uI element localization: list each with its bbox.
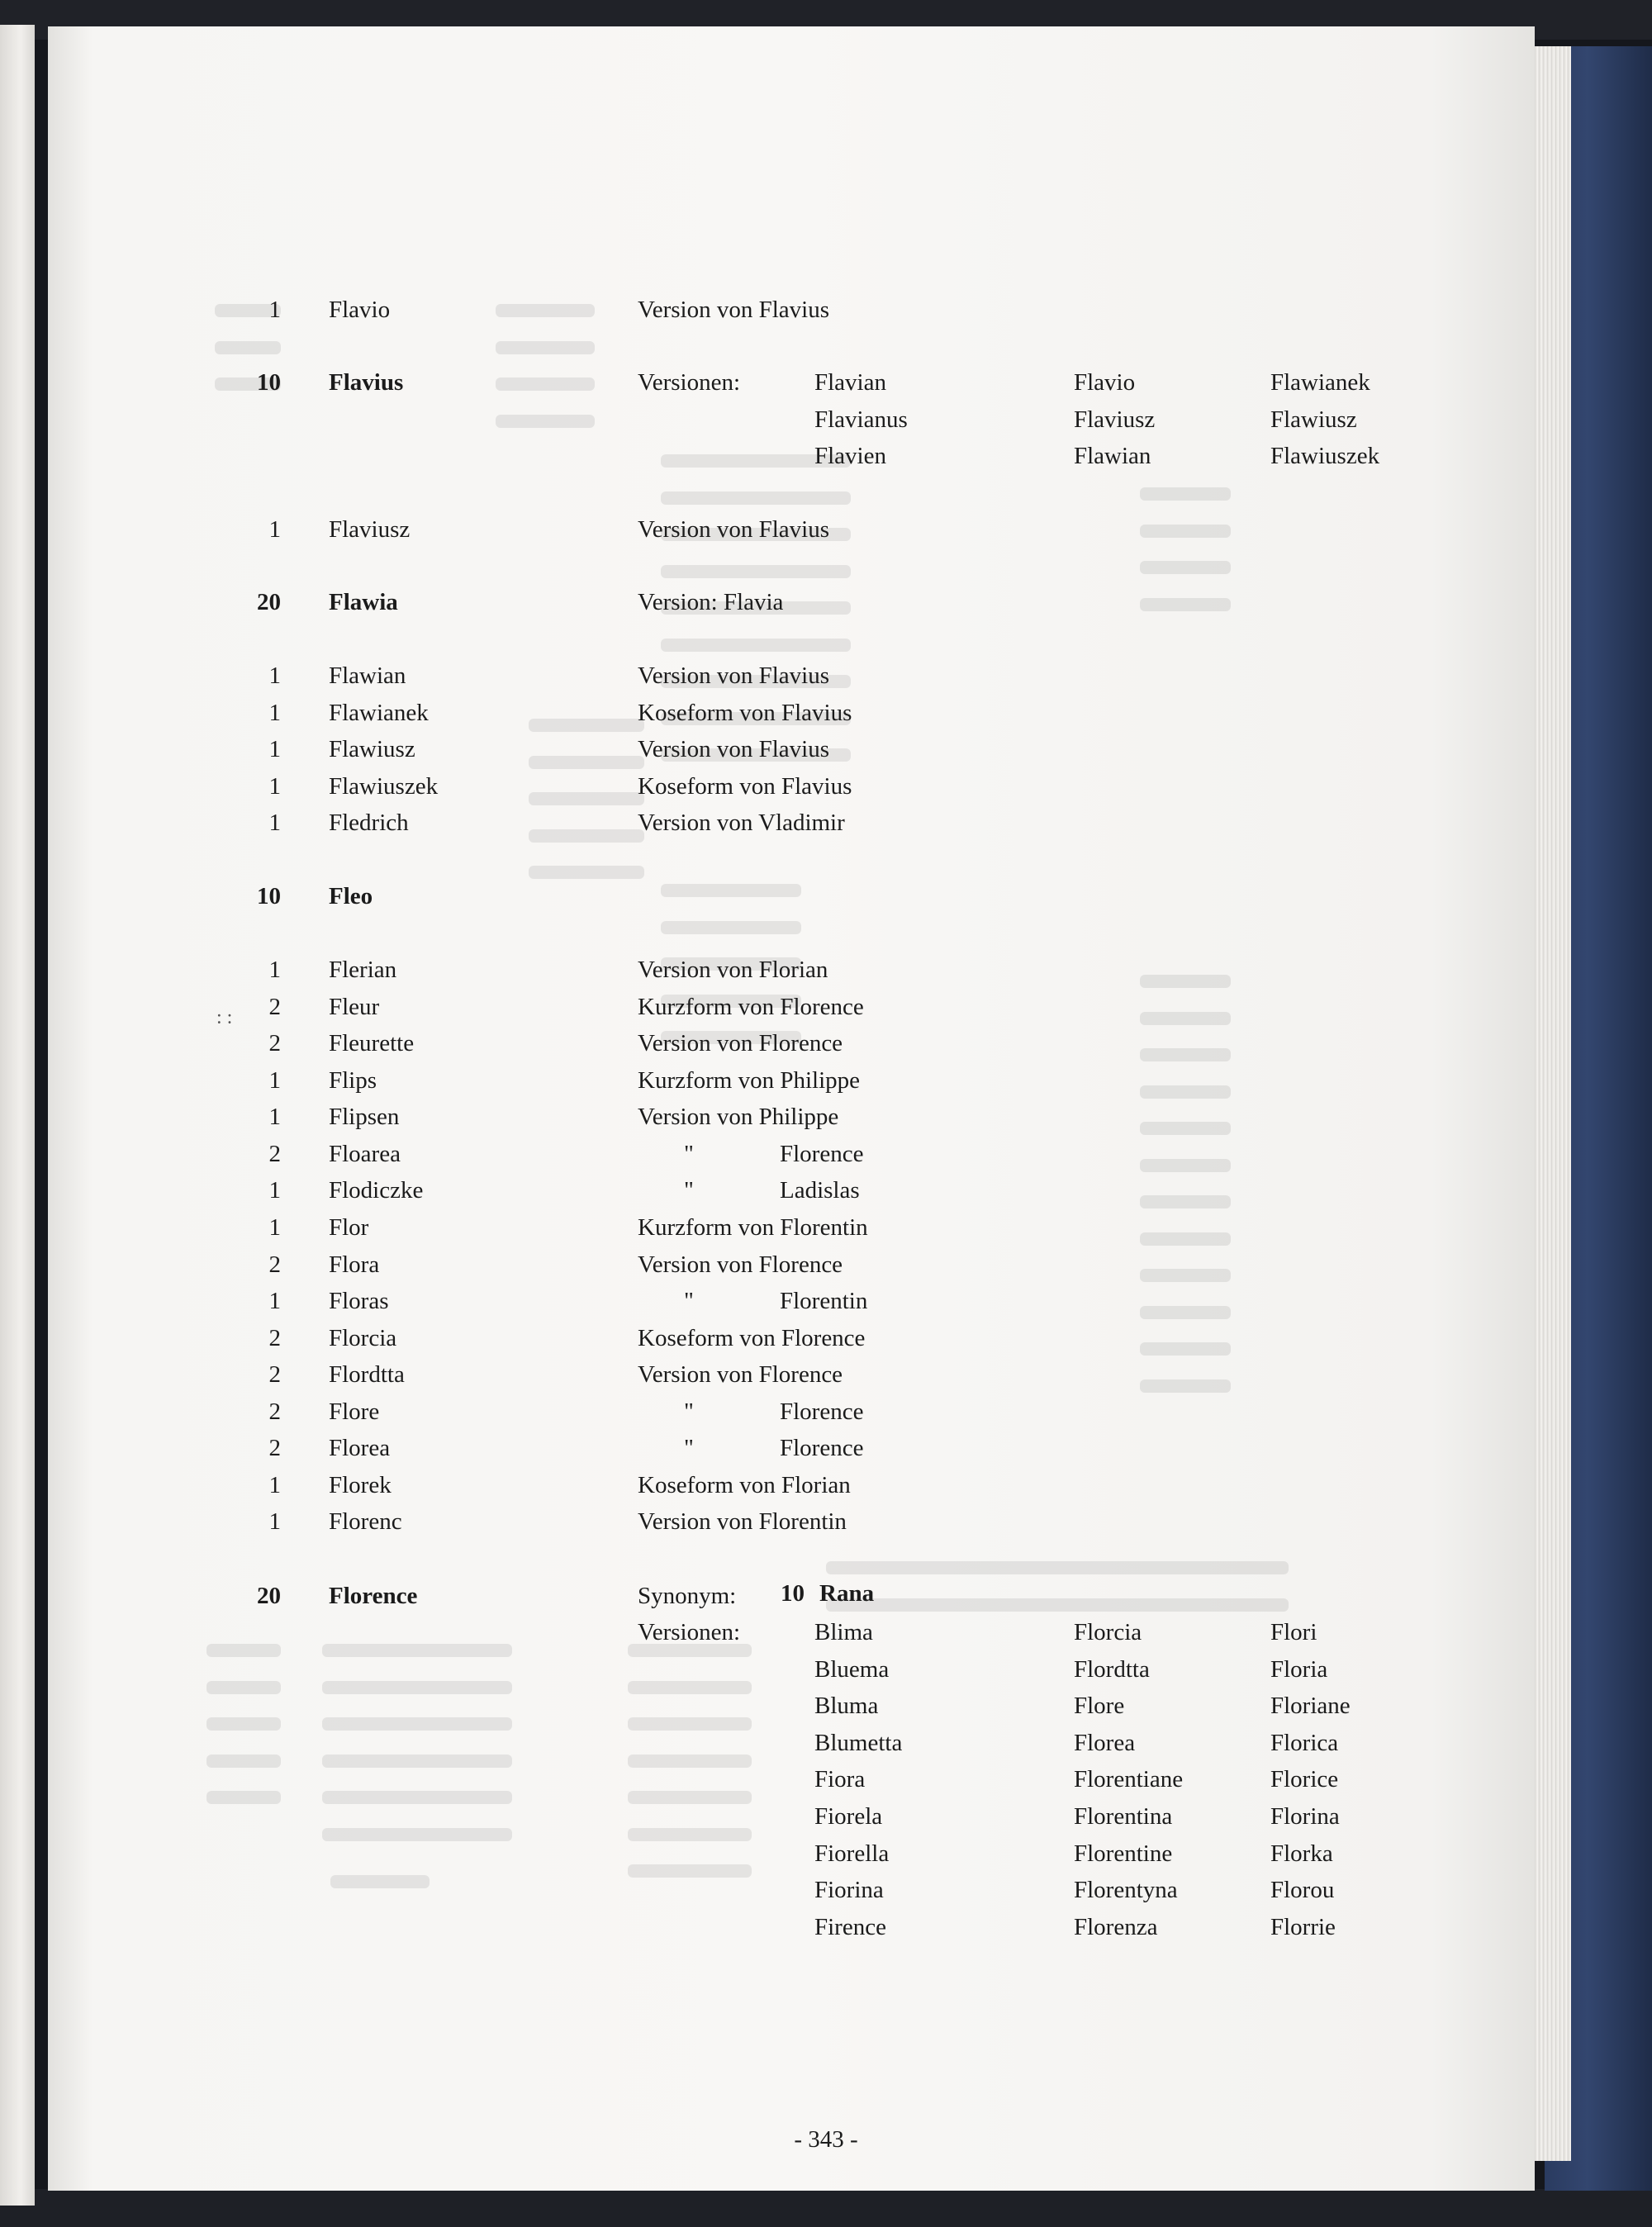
entry-description: Kurzform von Florentin bbox=[638, 1214, 868, 1241]
list-entry bbox=[0, 1027, 1487, 1060]
entry-name: Fleurette bbox=[329, 1030, 415, 1057]
entry-count: 1 bbox=[268, 700, 281, 726]
entry-count: 2 bbox=[268, 1361, 281, 1388]
show-through-stroke bbox=[628, 1681, 752, 1694]
entry-name: Fledrich bbox=[329, 810, 409, 836]
entry-name: Florence bbox=[329, 1583, 418, 1609]
show-through-stroke bbox=[661, 921, 801, 934]
entry-description: Version von Flavius bbox=[638, 297, 829, 323]
version-name: Fiora bbox=[814, 1766, 866, 1793]
entry-name: Florea bbox=[329, 1435, 391, 1461]
ditto-mark: " bbox=[684, 1141, 694, 1167]
show-through-stroke bbox=[322, 1791, 512, 1804]
list-entry bbox=[0, 1064, 1487, 1097]
version-name: Firence bbox=[814, 1914, 886, 1940]
version-name: Florina bbox=[1270, 1803, 1340, 1830]
list-entry bbox=[0, 1358, 1487, 1391]
version-name: Blumetta bbox=[814, 1730, 903, 1756]
list-entry bbox=[0, 990, 1487, 1023]
version-name: Flavio bbox=[1074, 369, 1136, 396]
version-name: Flawianek bbox=[1270, 369, 1370, 396]
list-entry bbox=[0, 733, 1487, 766]
entry-reference: Ladislas bbox=[780, 1177, 860, 1204]
entry-name: Flavio bbox=[329, 297, 391, 323]
entry-count: 1 bbox=[268, 810, 281, 836]
show-through-stroke bbox=[826, 1561, 1289, 1574]
entry-count: 2 bbox=[268, 1141, 281, 1167]
entry-description: Version von Florian bbox=[638, 957, 828, 983]
version-name: Flavian bbox=[814, 369, 886, 396]
versions-label: Versionen: bbox=[638, 369, 741, 396]
entry-name: Flerian bbox=[329, 957, 397, 983]
entry-description: Kurzform von Philippe bbox=[638, 1067, 861, 1094]
entry-count: 1 bbox=[268, 957, 281, 983]
entry-count: 10 bbox=[257, 369, 281, 396]
entry-count: 1 bbox=[268, 1067, 281, 1094]
version-name: Flavien bbox=[814, 443, 886, 469]
list-entry bbox=[0, 1505, 1487, 1538]
show-through-stroke bbox=[206, 1755, 281, 1768]
version-name: Florentina bbox=[1074, 1803, 1173, 1830]
entry-name: Flor bbox=[329, 1214, 369, 1241]
entry-description: Version von Florence bbox=[638, 1251, 843, 1278]
entry-count: 20 bbox=[257, 589, 281, 615]
list-entry bbox=[0, 1174, 1487, 1207]
show-through-stroke bbox=[206, 1717, 281, 1731]
entry-name: Flawiusz bbox=[329, 736, 415, 762]
entry-description: Version von Flavius bbox=[638, 516, 829, 543]
version-name: Fiorella bbox=[814, 1840, 890, 1867]
list-entry bbox=[0, 696, 1487, 729]
entry-name: Florenc bbox=[329, 1508, 402, 1535]
list-entry bbox=[0, 586, 1487, 619]
ditto-mark: " bbox=[684, 1435, 694, 1461]
version-name: Florcia bbox=[1074, 1619, 1142, 1645]
page-number: - 343 - bbox=[794, 2126, 858, 2153]
show-through-stroke bbox=[496, 341, 595, 354]
entry-name: Flipsen bbox=[329, 1104, 400, 1130]
list-entry bbox=[0, 806, 1487, 839]
entry-count: 1 bbox=[268, 1288, 281, 1314]
synonym-label: Synonym: bbox=[638, 1583, 737, 1609]
show-through-stroke bbox=[322, 1828, 512, 1841]
show-through-stroke bbox=[1140, 487, 1231, 501]
show-through-stroke bbox=[1140, 561, 1231, 574]
entry-count: 20 bbox=[257, 1583, 281, 1609]
show-through-stroke bbox=[322, 1717, 512, 1731]
version-name: Blima bbox=[814, 1619, 873, 1645]
entry-name: Flaviusz bbox=[329, 516, 411, 543]
list-entry bbox=[0, 293, 1487, 326]
version-name: Flordtta bbox=[1074, 1656, 1150, 1683]
entry-description: Koseform von Florence bbox=[638, 1325, 866, 1351]
entry-count: 2 bbox=[268, 1325, 281, 1351]
entry-description: Koseform von Flavius bbox=[638, 773, 852, 800]
ditto-mark: " bbox=[684, 1177, 694, 1204]
synonym-count: 10 bbox=[781, 1580, 805, 1607]
list-entry bbox=[0, 770, 1487, 803]
entry-reference: Florence bbox=[780, 1141, 864, 1167]
entry-name: Flips bbox=[329, 1067, 377, 1094]
entry-count: 1 bbox=[268, 1472, 281, 1498]
entry-count: 1 bbox=[268, 1214, 281, 1241]
version-name: Flawian bbox=[1074, 443, 1151, 469]
entry-reference: Florence bbox=[780, 1435, 864, 1461]
list-entry bbox=[0, 1395, 1487, 1428]
entry-count: 1 bbox=[268, 662, 281, 689]
ditto-mark: " bbox=[684, 1288, 694, 1314]
list-entry bbox=[0, 1432, 1487, 1465]
entry-description: Kurzform von Florence bbox=[638, 994, 864, 1020]
entry-name: Flodiczke bbox=[329, 1177, 424, 1204]
list-entry bbox=[0, 513, 1487, 546]
entry-name: Fleo bbox=[329, 883, 373, 909]
entry-description: Koseform von Florian bbox=[638, 1472, 851, 1498]
show-through-stroke bbox=[206, 1681, 281, 1694]
entry-name: Florek bbox=[329, 1472, 392, 1498]
entry-count: 1 bbox=[268, 736, 281, 762]
entry-count: 1 bbox=[268, 516, 281, 543]
version-name: Flore bbox=[1074, 1693, 1125, 1719]
entry-name: Flawia bbox=[329, 589, 398, 615]
entry-count: 10 bbox=[257, 883, 281, 909]
show-through-stroke bbox=[628, 1828, 752, 1841]
version-name: Flaviusz bbox=[1074, 406, 1156, 433]
show-through-stroke bbox=[322, 1644, 512, 1657]
list-entry bbox=[0, 880, 1487, 913]
entry-name: Flawiuszek bbox=[329, 773, 439, 800]
version-name: Florentine bbox=[1074, 1840, 1173, 1867]
list-entry bbox=[0, 1248, 1487, 1281]
version-name: Floria bbox=[1270, 1656, 1328, 1683]
versions-label: Versionen: bbox=[638, 1619, 741, 1645]
version-name: Florka bbox=[1270, 1840, 1333, 1867]
entry-count: 1 bbox=[268, 1508, 281, 1535]
entry-count: 1 bbox=[268, 1177, 281, 1204]
list-entry bbox=[0, 1579, 1487, 1940]
show-through-stroke bbox=[206, 1791, 281, 1804]
list-entry bbox=[0, 1284, 1487, 1318]
show-through-stroke bbox=[322, 1755, 512, 1768]
entry-description: Version: Flavia bbox=[638, 589, 784, 615]
entry-name: Fleur bbox=[329, 994, 380, 1020]
show-through-stroke bbox=[322, 1681, 512, 1694]
entry-description: Version von Philippe bbox=[638, 1104, 839, 1130]
list-entry bbox=[0, 1469, 1487, 1502]
entry-description: Version von Flavius bbox=[638, 662, 829, 689]
list-entry bbox=[0, 1211, 1487, 1244]
entry-count: 1 bbox=[268, 297, 281, 323]
show-through-stroke bbox=[628, 1791, 752, 1804]
show-through-stroke bbox=[330, 1875, 430, 1888]
version-name: Flori bbox=[1270, 1619, 1317, 1645]
show-through-stroke bbox=[215, 341, 281, 354]
entry-description: Version von Florence bbox=[638, 1361, 843, 1388]
entry-count: 2 bbox=[268, 994, 281, 1020]
version-name: Fiorina bbox=[814, 1877, 884, 1903]
list-entry bbox=[0, 953, 1487, 986]
synonym-name: Rana bbox=[819, 1580, 875, 1607]
entry-description: Koseform von Flavius bbox=[638, 700, 852, 726]
list-entry bbox=[0, 1100, 1487, 1133]
entry-count: 1 bbox=[268, 1104, 281, 1130]
version-name: Florenza bbox=[1074, 1914, 1158, 1940]
entry-count: 1 bbox=[268, 773, 281, 800]
entry-description: Version von Florentin bbox=[638, 1508, 847, 1535]
show-through-stroke bbox=[628, 1717, 752, 1731]
show-through-stroke bbox=[661, 565, 851, 578]
entry-count: 2 bbox=[268, 1030, 281, 1057]
background-bottom bbox=[0, 2189, 1652, 2227]
version-name: Florentyna bbox=[1074, 1877, 1178, 1903]
show-through-stroke bbox=[628, 1755, 752, 1768]
ditto-mark: " bbox=[684, 1398, 694, 1425]
version-name: Floriane bbox=[1270, 1693, 1351, 1719]
list-entry bbox=[0, 659, 1487, 692]
entry-count: 2 bbox=[268, 1398, 281, 1425]
show-through-stroke bbox=[206, 1644, 281, 1657]
margin-mark: : : bbox=[216, 1007, 233, 1028]
entry-name: Florcia bbox=[329, 1325, 397, 1351]
entry-name: Flore bbox=[329, 1398, 380, 1425]
list-entry bbox=[0, 1137, 1487, 1170]
entry-description: Version von Flavius bbox=[638, 736, 829, 762]
entry-count: 2 bbox=[268, 1251, 281, 1278]
version-name: Florrie bbox=[1270, 1914, 1336, 1940]
version-name: Flavianus bbox=[814, 406, 908, 433]
show-through-stroke bbox=[661, 639, 851, 652]
entry-name: Floarea bbox=[329, 1141, 401, 1167]
version-name: Florica bbox=[1270, 1730, 1339, 1756]
version-name: Flawiusz bbox=[1270, 406, 1357, 433]
show-through-stroke bbox=[496, 415, 595, 428]
list-entry bbox=[0, 1322, 1487, 1355]
version-name: Florou bbox=[1270, 1877, 1335, 1903]
entry-description: Version von Vladimir bbox=[638, 810, 845, 836]
version-name: Bluema bbox=[814, 1656, 890, 1683]
entry-name: Flora bbox=[329, 1251, 380, 1278]
show-through-stroke bbox=[529, 866, 644, 879]
version-name: Fiorela bbox=[814, 1803, 883, 1830]
entry-description: Version von Florence bbox=[638, 1030, 843, 1057]
entry-name: Flawian bbox=[329, 662, 406, 689]
show-through-stroke bbox=[661, 491, 851, 505]
version-name: Florea bbox=[1074, 1730, 1136, 1756]
list-entry bbox=[0, 366, 1487, 469]
version-name: Florice bbox=[1270, 1766, 1339, 1793]
version-name: Bluma bbox=[814, 1693, 879, 1719]
entry-name: Flavius bbox=[329, 369, 404, 396]
entry-name: Flordtta bbox=[329, 1361, 405, 1388]
entry-reference: Florentin bbox=[780, 1288, 868, 1314]
version-name: Florentiane bbox=[1074, 1766, 1184, 1793]
entry-reference: Florence bbox=[780, 1398, 864, 1425]
entry-count: 2 bbox=[268, 1435, 281, 1461]
show-through-stroke bbox=[628, 1864, 752, 1878]
version-name: Flawiuszek bbox=[1270, 443, 1380, 469]
entry-name: Flawianek bbox=[329, 700, 429, 726]
entry-name: Floras bbox=[329, 1288, 389, 1314]
